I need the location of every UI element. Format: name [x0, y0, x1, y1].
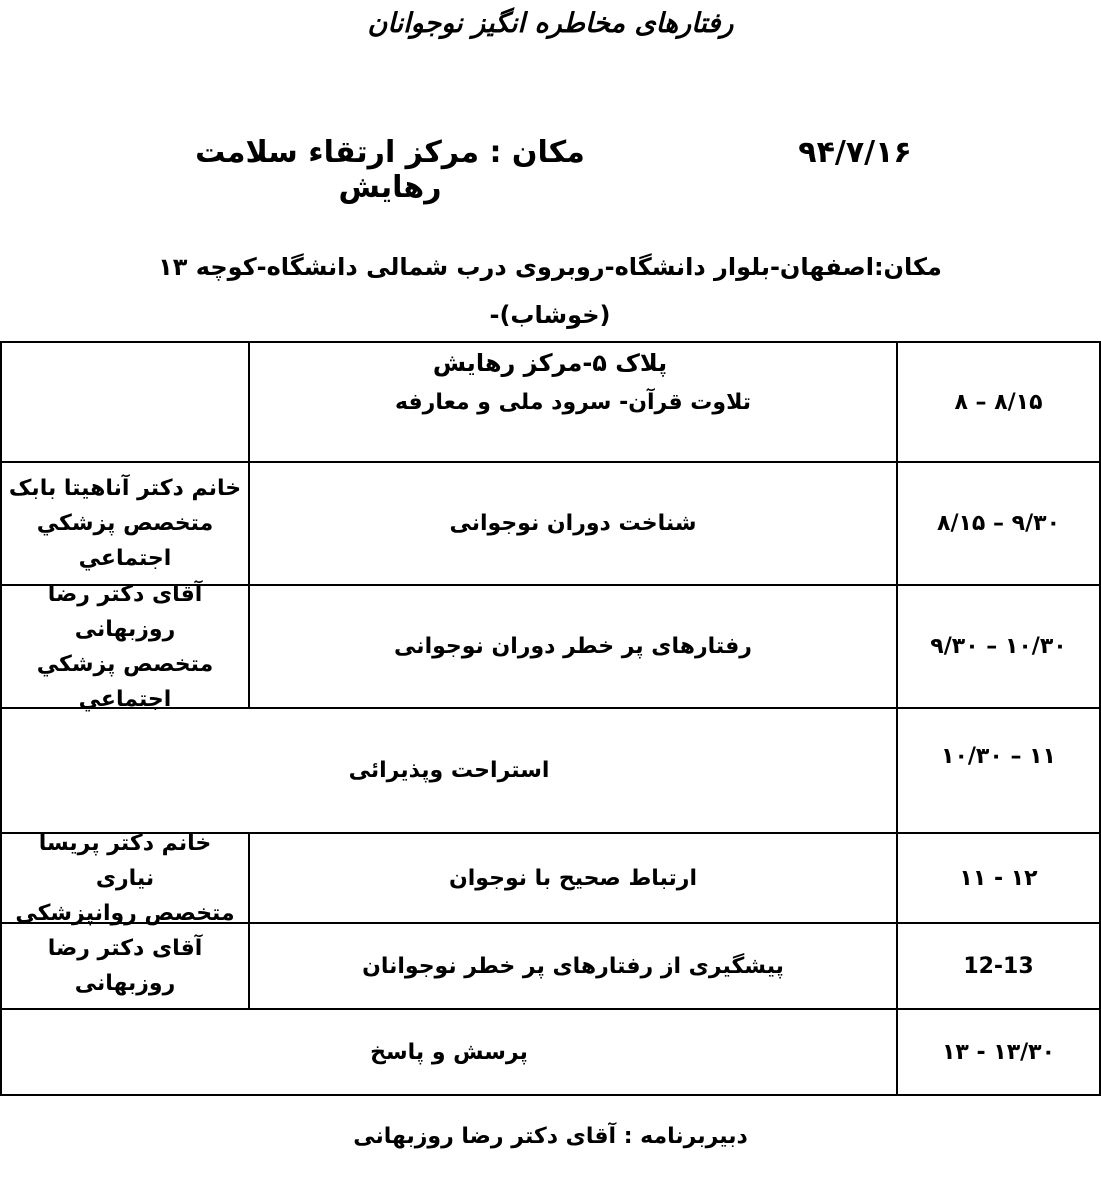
- table-row-6-topic: پیشگیری از رفتارهای پر خطر نوجوانان: [362, 953, 784, 979]
- table-row-5-time: ۱۲ - ۱۱: [959, 865, 1038, 891]
- table-row-4-topic: استراحت وپذیرائی: [348, 758, 550, 783]
- speaker-specialty-cont: اجتماعي: [78, 686, 172, 712]
- program-secretary: دبیربرنامه : آقای دکتر رضا روزبهانی: [353, 1124, 748, 1149]
- table-row-3-topic: رفتارهای پر خطر دوران نوجوانی: [394, 634, 752, 659]
- page-title: رفتارهای مخاطره انگیز نوجوانان: [367, 8, 734, 39]
- table-row-4-time: ۱۱ – ۱۰/۳۰: [941, 744, 1056, 769]
- table-row-7-topic: پرسش و پاسخ: [370, 1039, 528, 1065]
- speaker-name: خانم دکتر پریسا نیاری: [38, 830, 212, 891]
- table-row-7-time: ۱۳/۳۰ - ۱۳: [941, 1039, 1056, 1065]
- table-row-5-speaker: [2, 830, 248, 926]
- schedule-table: [0, 341, 1101, 1096]
- speaker-name: آقای دکتر رضا روزبهانی: [47, 581, 203, 642]
- table-row-6-speaker: آقای دکتر رضا روزبهانی: [47, 936, 203, 996]
- speaker-specialty: متخصص روانپزشکی: [15, 900, 235, 926]
- table-row-3-time: ۱۰/۳۰ – ۹/۳۰: [930, 634, 1067, 659]
- table-row-3-speaker: [2, 581, 248, 712]
- event-venue: مکان : مرکز ارتقاء سلامت رهایش: [195, 135, 585, 205]
- table-row-2-topic: شناخت دوران نوجوانی: [449, 511, 697, 536]
- speaker-specialty-cont: اجتماعي: [78, 546, 172, 571]
- speaker-specialty: متخصص پزشکي: [36, 511, 214, 536]
- table-row-2-time: ۹/۳۰ – ۸/۱۵: [937, 511, 1060, 536]
- table-row-2-speaker: [2, 463, 248, 584]
- speaker-name: خانم دکتر آناهیتا بابک: [8, 476, 242, 501]
- address-line-1: مکان:اصفهان-بلوار دانشگاه-روبروی درب شمالی دانشگاه-کوچه ۱۳ (خوشاب)-: [158, 253, 942, 329]
- address-line-2: پلاک ۵-مرکز رهایش: [432, 349, 668, 377]
- table-row-1-time: ۸/۱۵ – ۸: [954, 389, 1043, 415]
- table-row-1-topic: تلاوت قرآن- سرود ملی و معارفه: [394, 389, 752, 415]
- table-row-6-time: 12-13: [963, 953, 1034, 979]
- table-row-5-topic: ارتباط صحیح با نوجوان: [448, 865, 698, 891]
- event-date: ۹۴/۷/۱۶: [798, 135, 912, 170]
- speaker-specialty: متخصص پزشکي: [36, 651, 214, 677]
